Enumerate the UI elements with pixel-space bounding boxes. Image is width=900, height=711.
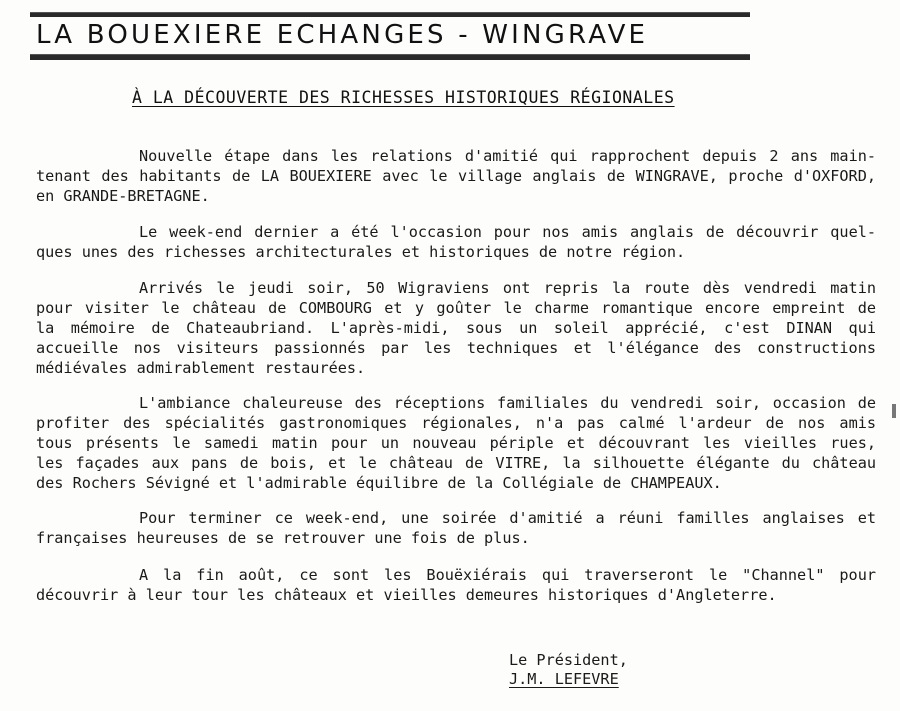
paragraph-line: la mémoire de Chateaubriand. L'après-midi, sous un soleil apprécié, c'est DINAN qui: [36, 319, 876, 337]
paragraph-3: [36, 278, 876, 378]
paragraph-line: tous présents le samedi matin pour un nouveau périple et découvrant les vieilles rues,: [36, 434, 876, 452]
paragraph-line: Pour terminer ce week-end, une soirée d'amitié a réuni familles anglaises et: [139, 509, 876, 527]
paragraph-line: les façades aux pans de bois, et le château de VITRE, la silhouette élégante du château: [36, 454, 876, 472]
paragraph-line: découvrir à leur tour les châteaux et vieilles demeures historiques d'Angleterre.: [36, 586, 777, 604]
paragraph-line: en GRANDE-BRETAGNE.: [36, 187, 210, 205]
banner-title: LA BOUEXIERE ECHANGES - WINGRAVE: [36, 20, 649, 50]
paragraph-line: des Rochers Sévigné et l'admirable équilibre de la Collégiale de CHAMPEAUX.: [36, 474, 722, 492]
paragraph-6: [36, 565, 876, 605]
paragraph-line: profiter des spécialités gastronomiques régionales, n'a pas calmé l'ardeur de nos amis: [36, 414, 876, 432]
paragraph-line: médiévales admirablement restaurées.: [36, 359, 366, 377]
paragraph-line: Nouvelle étape dans les relations d'amitié qui rapprochent depuis 2 ans main-: [139, 147, 876, 165]
signature-block: [509, 651, 628, 689]
paragraph-5: [36, 508, 876, 548]
paragraph-line: ques unes des richesses architecturales et historiques de notre région.: [36, 243, 686, 261]
paragraph-2: [36, 222, 876, 262]
paragraph-line: pour visiter le château de COMBOURG et y goûter le charme romantique encore empreint de: [36, 299, 876, 317]
paragraph-line: Arrivés le jeudi soir, 50 Wigraviens ont repris la route dès vendredi matin: [139, 279, 876, 297]
header-banner: [30, 12, 750, 60]
article-heading: À LA DÉCOUVERTE DES RICHESSES HISTORIQUES RÉGIONALES: [132, 88, 675, 107]
paragraph-line: tenant des habitants de LA BOUEXIERE avec le village anglais de WINGRAVE, proche d'OXFORD,: [36, 167, 876, 185]
paragraph-4: [36, 393, 876, 493]
margin-mark: [892, 404, 896, 418]
banner-bottom-rule: [30, 54, 750, 60]
paragraph-line: françaises heureuses de se retrouver une fois de plus.: [36, 529, 530, 547]
paragraph-1: [36, 146, 876, 206]
paragraph-line: Le week-end dernier a été l'occasion pour nos amis anglais de découvrir quel-: [139, 223, 876, 241]
paragraph-line: accueille nos visiteurs passionnés par les techniques et l'élégance des constructions: [36, 339, 876, 357]
signature-name: J.M. LEFEVRE: [509, 670, 619, 688]
paragraph-line: A la fin août, ce sont les Bouëxiérais qui traverseront le "Channel" pour: [139, 566, 876, 584]
banner-top-rule: [30, 12, 750, 17]
signature-role: Le Président,: [509, 651, 628, 669]
paragraph-line: L'ambiance chaleureuse des réceptions familiales du vendredi soir, occasion de: [139, 394, 876, 412]
